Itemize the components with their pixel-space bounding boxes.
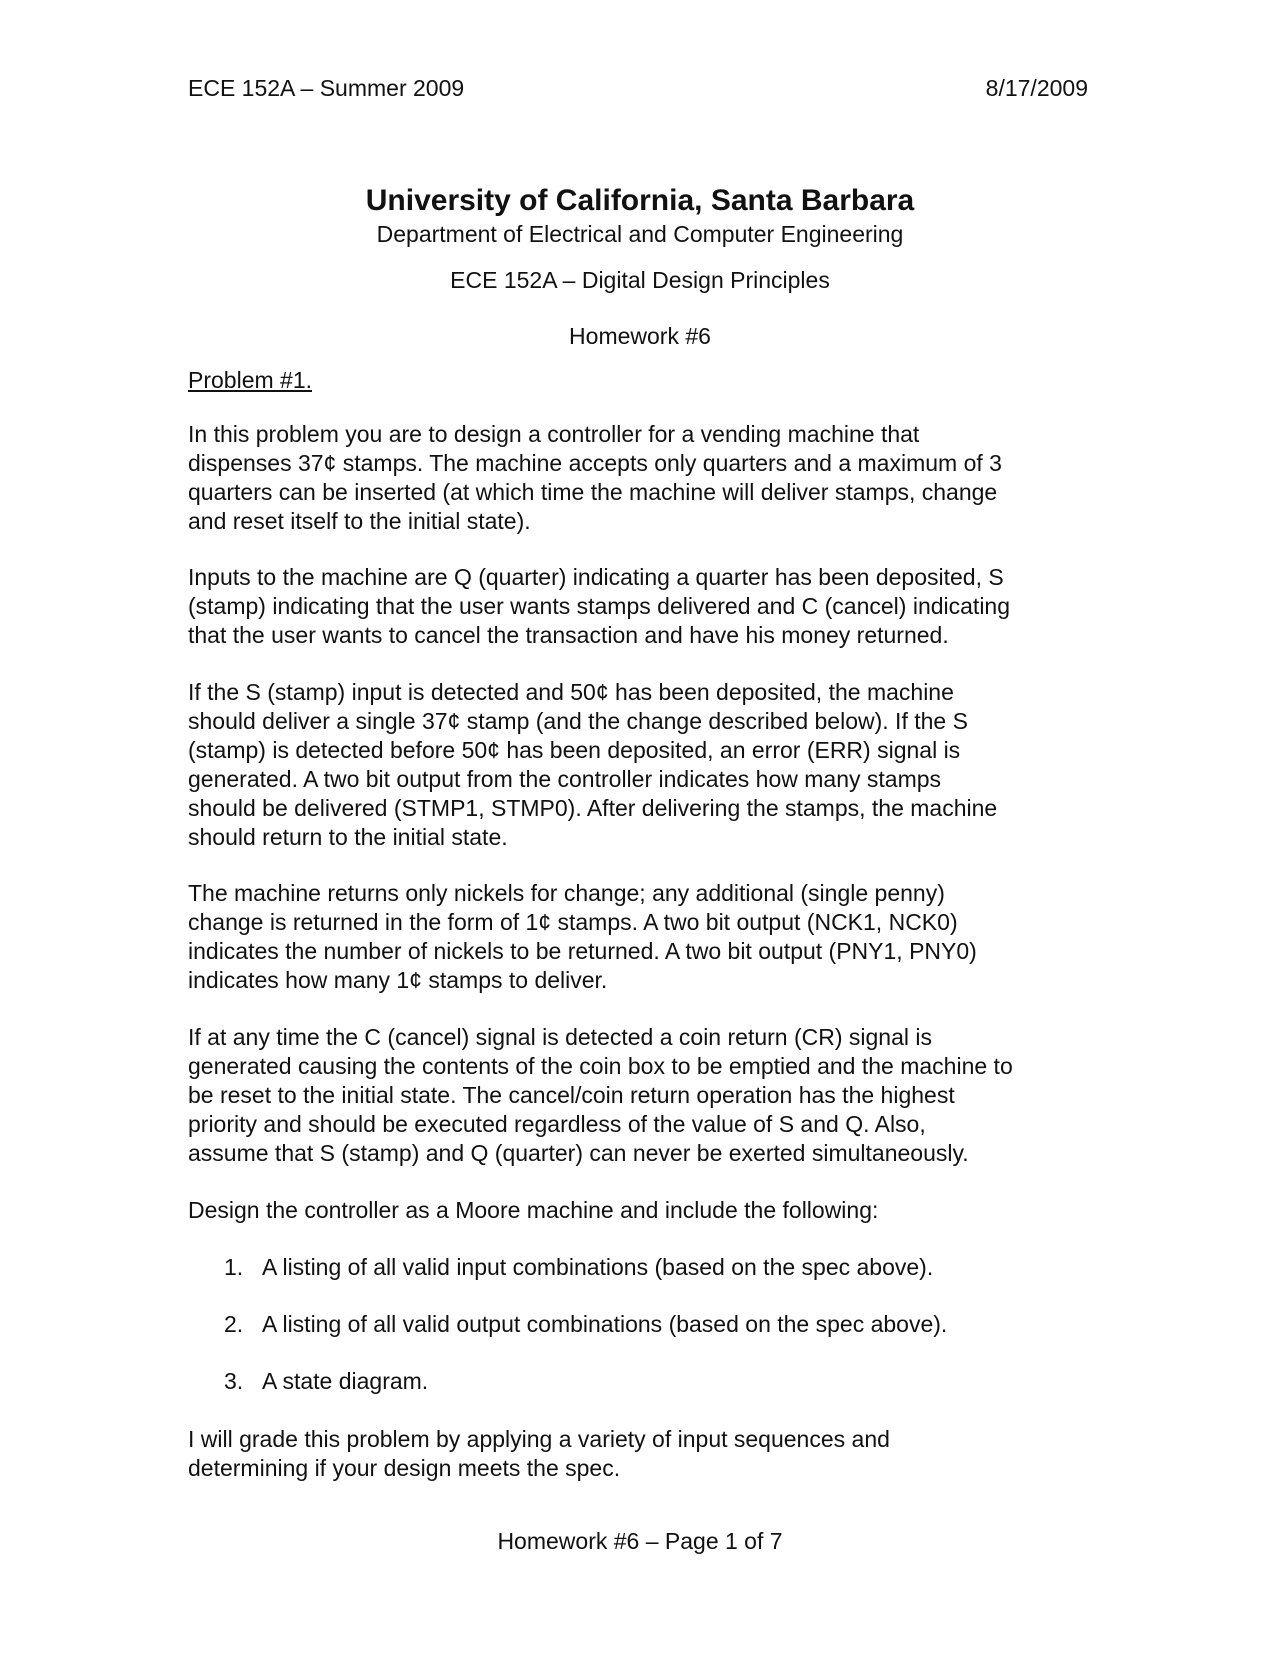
page-footer: Homework #6 – Page 1 of 7 [497,1528,783,1554]
list-item [188,1310,1098,1338]
list-item-text: A state diagram. [262,1368,429,1394]
list-item-number: 2. [224,1311,244,1337]
university-title: University of California, Santa Barbara [365,184,915,217]
list-item-number: 1. [224,1254,244,1280]
paragraph-intro [188,420,1098,536]
list-item [188,1253,1098,1281]
paragraph-grading [188,1425,1098,1483]
course-title: ECE 152A – Digital Design Principles [450,267,830,293]
paragraph-text: Design the controller as a Moore machine and include the following: [188,1197,879,1223]
list-item-number: 3. [224,1368,244,1394]
list-item-text: A listing of all valid input combinations (based on the spec above). [262,1254,934,1280]
paragraph-design [188,1196,1098,1225]
paragraph-text: I will grade this problem by applying a variety of input sequences and determining if your design meets the spec. [188,1426,890,1481]
paragraph-text: In this problem you are to design a controller for a vending machine that dispenses 37¢ stamps. The machine accepts only quarters and a maximum of 3 quarters can be inserted (at which time the machine will deliver stamps, change and reset itself to the initial state). [188,421,1002,534]
paragraph-text: The machine returns only nickels for change; any additional (single penny) change is returned in the form of 1¢ stamps. A two bit output (NCK1, NCK0) indicates the number of nickels to be returned. A two bit output (PNY1, PNY0) indicates how many 1¢ stamps to deliver. [188,880,977,993]
header-course-term: ECE 152A – Summer 2009 [188,75,465,101]
paragraph-text: Inputs to the machine are Q (quarter) indicating a quarter has been deposited, S (stamp) indicating that the user wants stamps delivered and C (cancel) indicating that the user wants to cancel the transaction and have his money returned. [188,564,1011,648]
header-date: 8/17/2009 [985,75,1088,101]
paragraph-text: If at any time the C (cancel) signal is detected a coin return (CR) signal is generated causing the contents of the coin box to be emptied and the machine to be reset to the initial state. The cancel/coin return operation has the highest priority and should be executed regardless of the value of S and Q. Also, assume that S (stamp) and Q (quarter) can never be exerted simultaneously. [188,1024,1013,1166]
deliverables-list [188,1253,1098,1424]
paragraph-cancel [188,1023,1098,1168]
list-item-text: A listing of all valid output combinations (based on the spec above). [262,1311,948,1337]
list-item [188,1367,1098,1395]
paragraph-inputs [188,563,1098,650]
paragraph-stamp [188,678,1098,852]
paragraph-text: If the S (stamp) input is detected and 50¢ has been deposited, the machine should deliver a single 37¢ stamp (and the change described below). If the S (stamp) is detected before 50¢ has been deposited, an error (ERR) signal is generated. A two bit output from the controller indicates how many stamps should be delivered (STMP1, STMP0). After delivering the stamps, the machine should return to the initial state. [188,679,998,850]
department-name: Department of Electrical and Computer Engineering [376,221,904,247]
homework-title: Homework #6 [569,323,711,349]
problem-heading: Problem #1. [188,367,313,393]
title-block [350,183,930,248]
paragraph-change [188,879,1098,995]
